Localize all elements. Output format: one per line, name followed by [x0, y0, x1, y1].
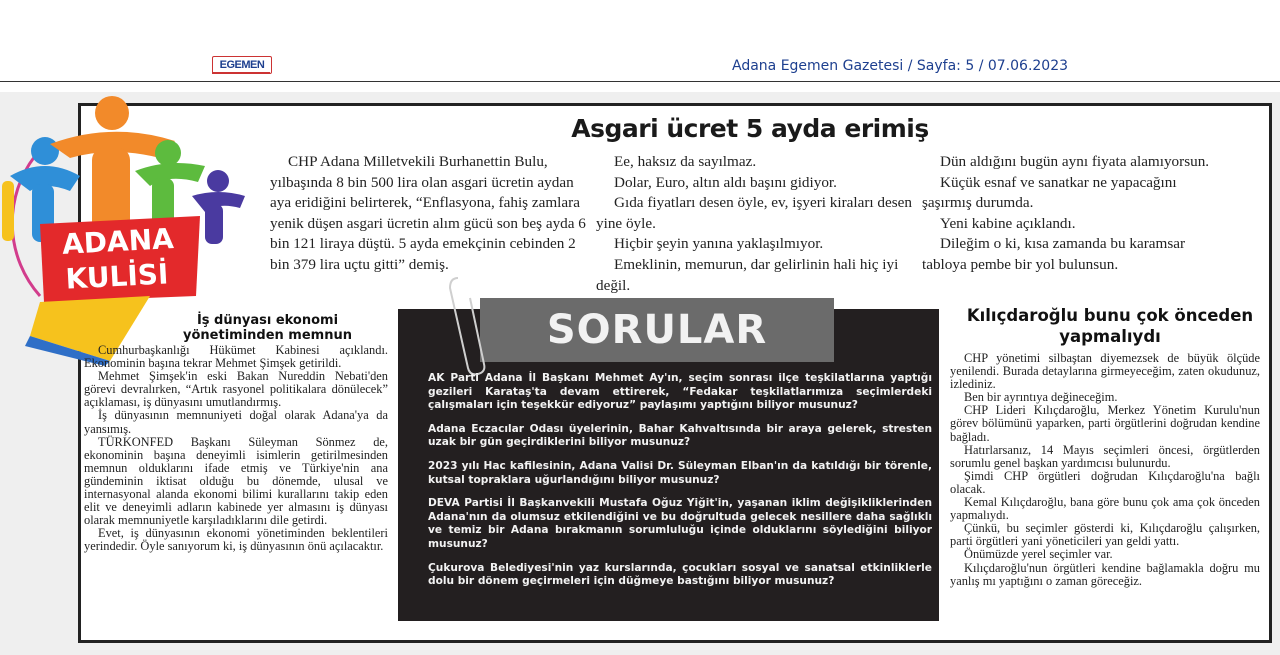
newspaper-logo: EGEMEN: [212, 56, 272, 74]
paragraph: Kemal Kılıçdaroğlu, bana göre bunu çok ama çok önceden yapmalıydı.: [950, 495, 1260, 523]
right-story-title: Kılıçdaroğlu bunu çok önceden yapmalıydı: [966, 306, 1254, 346]
question-item: 2023 yılı Hac kafilesinin, Adana Valisi Dr. Süleyman Elban'ın da katıldığı bir törenle, kutsal topraklara uğurlandığını biliyor musunuz?: [428, 459, 932, 486]
paragraph: Ee, haksız da sayılmaz.: [614, 153, 757, 170]
paragraph: Gıda fiyatları desen öyle, ev, işyeri kiraları desen yine öyle.: [596, 194, 913, 232]
paragraph: Emeklinin, memurun, dar gelirlinin hali hiç iyi değil.: [596, 255, 899, 294]
article-column-1: [270, 152, 588, 276]
badge-line2: KULİSİ: [64, 257, 170, 296]
paragraph: CHP Adana Milletvekili Burhanettin Bulu, yılbaşında 8 bin 500 lira olan asgari ücretin aydan aya eridiğini belirterek, “Enflasyona, fahiş zamlara yenik düşen asgari ücretin alım gücü son beş ayda 6 bin 121 liraya düştü. 5 ayda emekçinin cebinden 2 bin 379 lira uçtu gitti” demiş.: [270, 153, 586, 273]
paragraph: Küçük esnaf ve sanatkar ne yapacağını şaşırmış durumda.: [922, 173, 1177, 212]
article-title: Asgari ücret 5 ayda erimiş: [571, 114, 929, 143]
paragraph: Şimdi CHP örgütleri doğrudan Kılıçdaroğlu'na bağlı olacak.: [950, 468, 1260, 496]
paragraph: Hatırlarsanız, 14 Mayıs seçimleri öncesi, örgütlerden sorumlu genel başkan yardımcısı bulunurdu.: [950, 442, 1260, 470]
header-divider: [0, 81, 1280, 82]
paragraph: CHP Lideri Kılıçdaroğlu, Merkez Yönetim Kurulu'nun görev bölümünü yaparken, parti örgütlerini doğrudan kendine bağladı.: [950, 403, 1260, 444]
paragraph: Çünkü, bu seçimler gösterdi ki, Kılıçdaroğlu çalışırken, parti örgütleri yani yöneticileri yan geldi yattı.: [950, 521, 1260, 549]
paragraph: Cumhurbaşkanlığı Hükümet Kabinesi açıklandı. Ekonominin başına tekrar Mehmet Şimşek getirildi.: [84, 343, 388, 371]
questions-title: SORULAR: [546, 307, 768, 353]
paragraph: CHP yönetimi silbaştan diyemezsek de büyük ölçüde yenilendi. Burada detaylarına girmeyeceğim, zaten okudunuz, izlediniz.: [950, 351, 1260, 392]
paragraph: Evet, iş dünyasının ekonomi yönetiminden beklentileri yerindedir. Öyle sanıyorum ki, iş dünyasının önü açılacaktır.: [84, 526, 388, 554]
paragraph: Mehmet Şimşek'in eski Bakan Nureddin Nebati'den görevi devralırken, “Artık rasyonel politikalara dönülecek” açıklaması, iş dünyasını umutlandırmış.: [84, 369, 388, 410]
paragraph: Önümüzde yerel seçimler var.: [964, 547, 1113, 562]
left-story-body: [84, 344, 388, 554]
page-header: [0, 0, 1280, 92]
right-story-body: [950, 352, 1260, 588]
paragraph: Dün aldığını bugün aynı fiyata alamıyorsun.: [940, 153, 1210, 170]
article-column-3: [922, 152, 1228, 276]
paragraph: TÜRKONFED Başkanı Süleyman Sönmez de, ekonominin başına deneyimli isimlerin getirilmesinden memnun olduklarını ifade etmiş ve Türkiye'nin ana gündeminin iktisat olduğu bu dönemde, ulusal ve internasyonal alanda ekonomi bilimi kurallarını takip eden elit ve deneyimli adların kabinede yer almasını iş dünyası olarak memnuniyetle karşıladıklarını dile getirdi.: [84, 434, 388, 528]
left-story-title: İş dünyası ekonomi yönetiminden memnun: [183, 313, 352, 343]
question-item: Adana Eczacılar Odası üyelerinin, Bahar Kahvaltısında bir araya gelerek, stresten uzak bir gün geçirdiklerini biliyor musunuz?: [428, 422, 932, 449]
paragraph: Yeni kabine açıklandı.: [940, 214, 1076, 232]
paragraph: İş dünyasının memnuniyeti doğal olarak Adana'ya da yansımış.: [84, 408, 388, 436]
question-item: DEVA Partisi İl Başkanvekili Mustafa Oğuz Yiğit'in, yaşanan iklim değişikliklerinden Adana'nın da olumsuz etkilendiğini ve bu doğrultuda gelecek nesillere daha sağlıklı ve temiz bir Adana bırakmanın sorumluluğu içinde olduklarını söylediğini biliyor musunuz?: [428, 497, 932, 550]
paragraph: Hiçbir şeyin yanına yaklaşılmıyor.: [614, 235, 824, 253]
paragraph: Dolar, Euro, altın aldı başını gidiyor.: [614, 173, 837, 191]
badge-line1: ADANA: [61, 222, 175, 261]
paragraph: Dileğim o ki, kısa zamanda bu karamsar tabloya pembe bir yol bulunsun.: [922, 235, 1186, 273]
logo-underline: [212, 72, 270, 74]
question-item: Çukurova Belediyesi'nin yaz kurslarında, çocukları sosyal ve sanatsal etkinliklerle dolu bir dönem geçirmeleri için düğmeye bastığını biliyor musunuz?: [428, 561, 932, 588]
question-item: AK Parti Adana İl Başkanı Mehmet Ay'ın, seçim sonrası ilçe teşkilatlarına yaptığı gezileri Karataş'ta devam ettirerek, “Fedakar teşkilatlarımıza seçimlerdeki çalışmaları için teşekkür ediyoruz” paylaşımı yaptığını biliyor musunuz?: [428, 372, 932, 412]
article-column-2: [596, 152, 912, 296]
paragraph: Ben bir ayrıntıya değineceğim.: [964, 390, 1118, 405]
paperclip-icon: [440, 268, 500, 378]
questions-list: [428, 372, 932, 599]
page-info: Adana Egemen Gazetesi / Sayfa: 5 / 07.06.2023: [732, 58, 1069, 74]
paragraph: Kılıçdaroğlu'nun örgütleri kendine bağlamakla doğru mu yanlış mı yaptığını o zaman göreceğiz.: [950, 560, 1260, 588]
